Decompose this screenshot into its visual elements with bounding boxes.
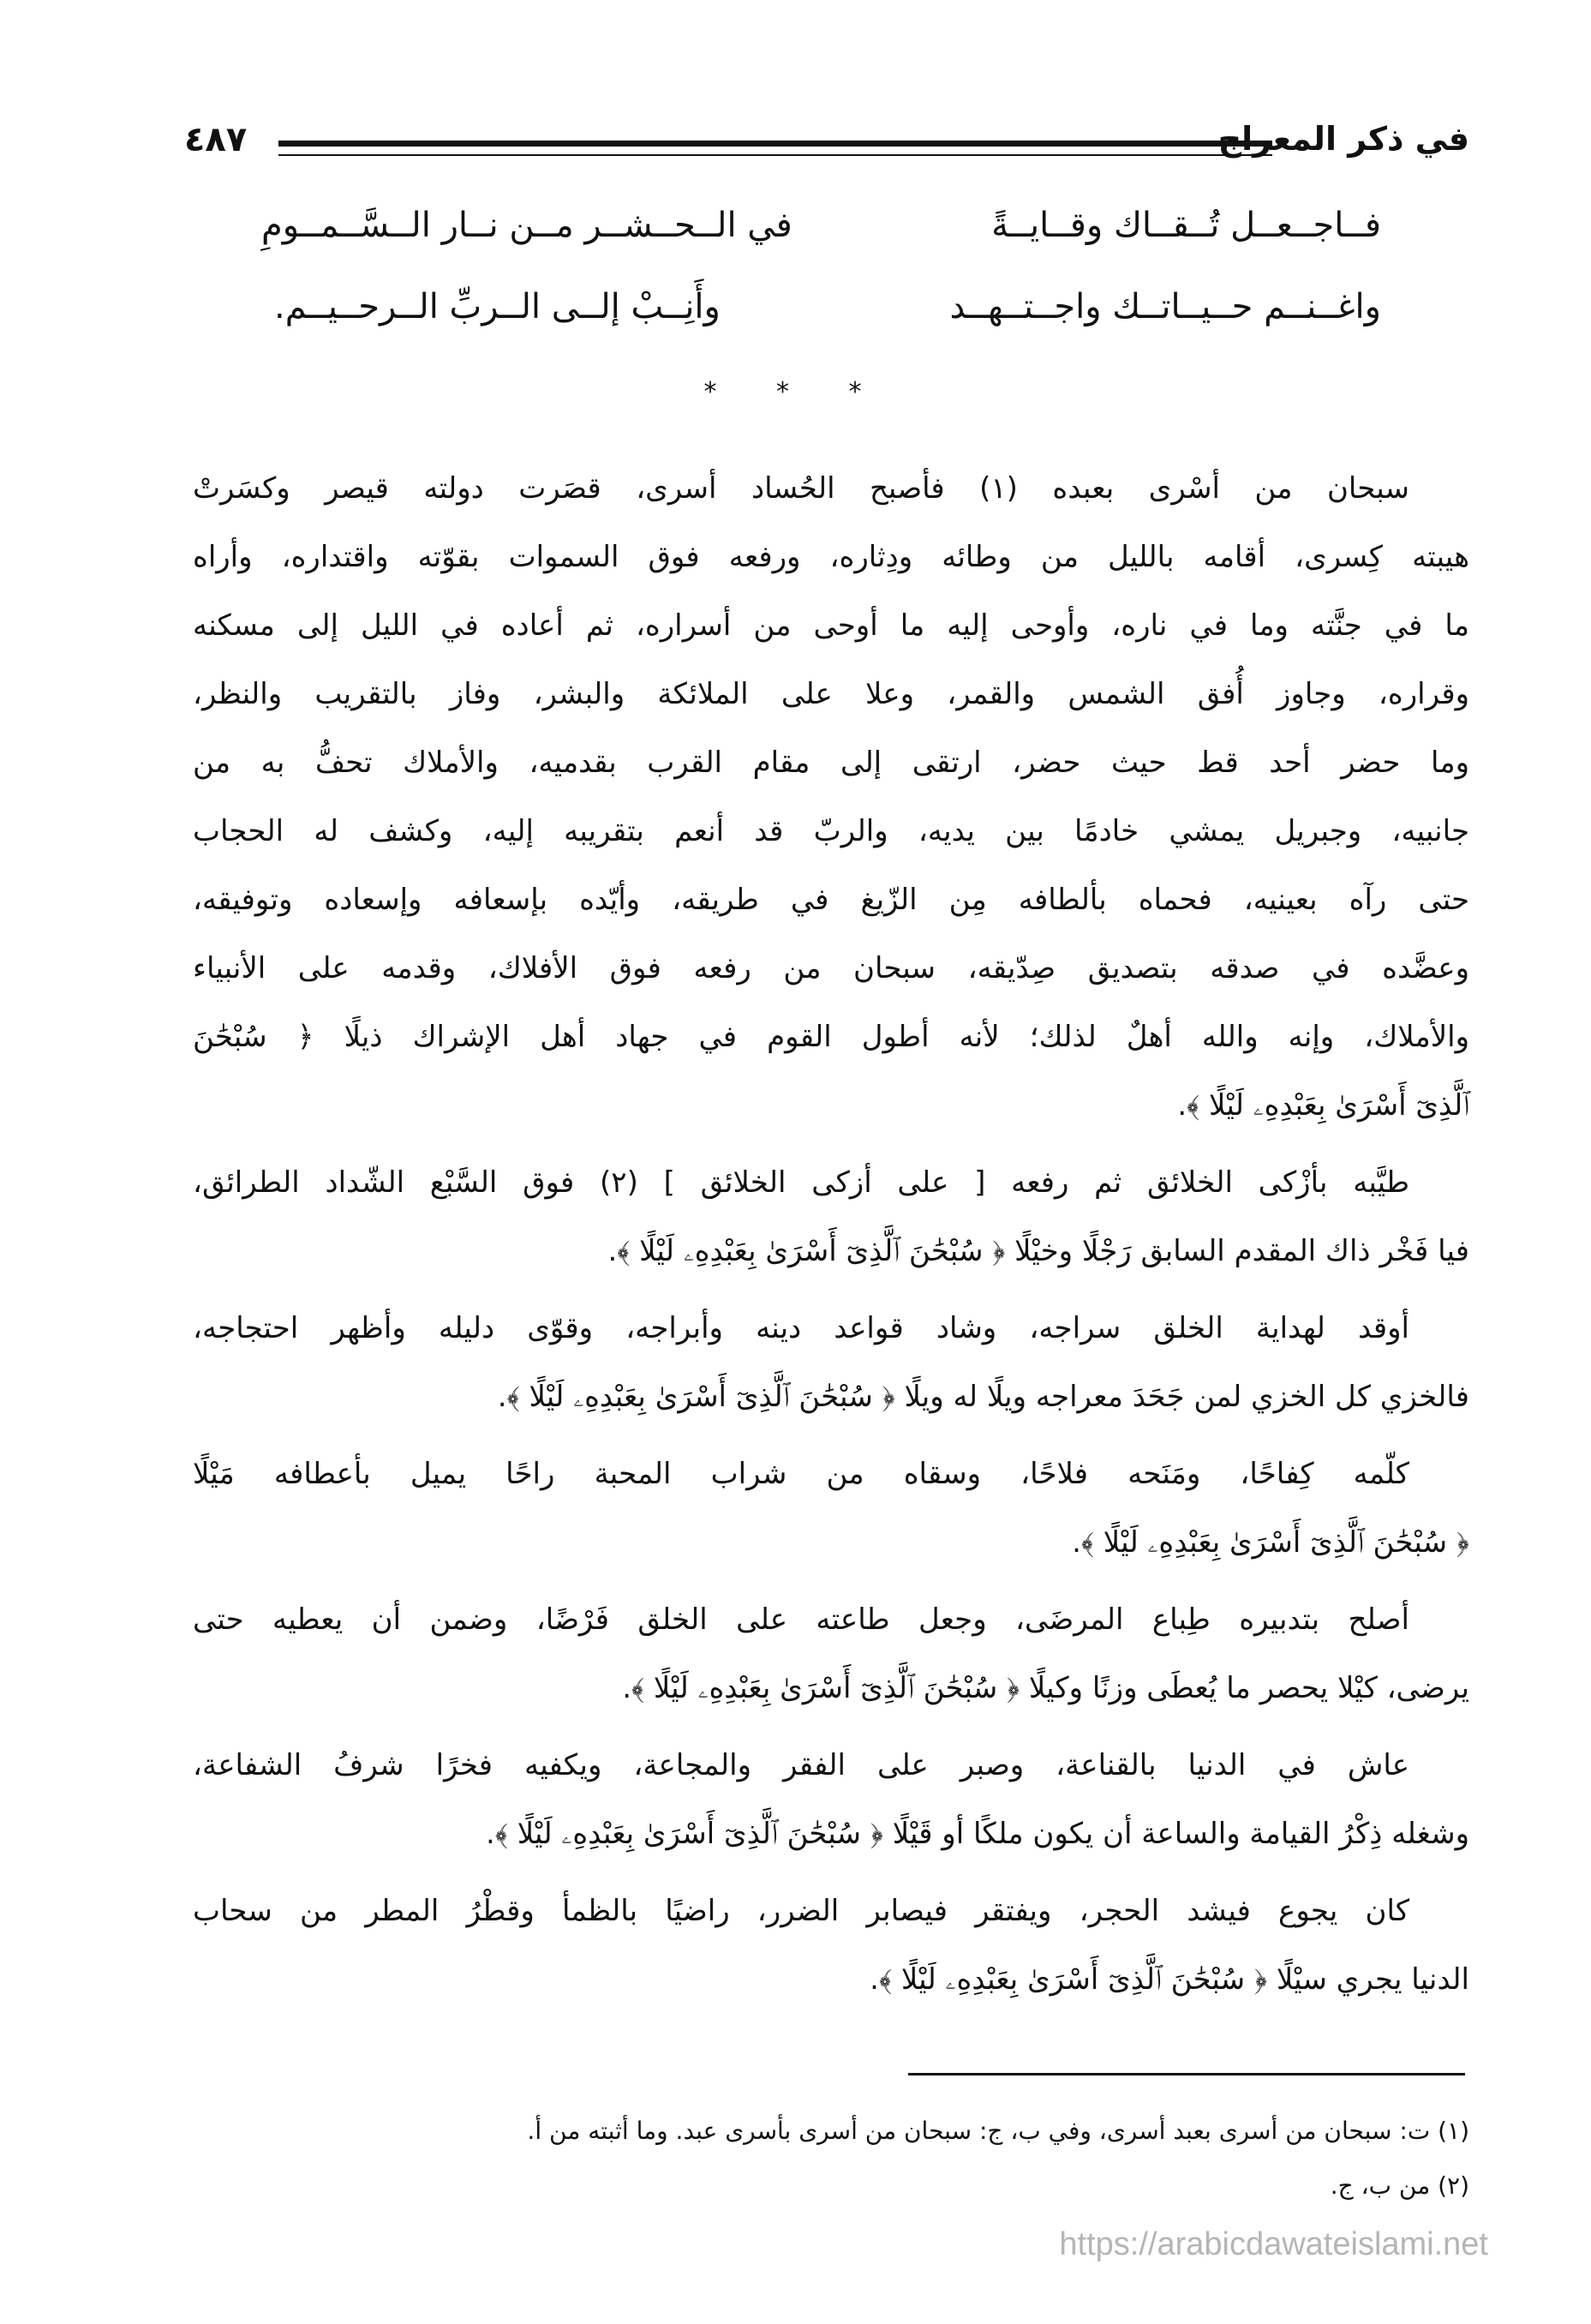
header-rule bbox=[278, 141, 1272, 153]
poem-line-2-first-hemistich: واغــنــم حــيــاتــك واجــتــهــد bbox=[949, 287, 1381, 326]
paragraph bbox=[193, 1731, 1469, 1868]
text-line: كلّمه كِفاحًا، ومَنَحه فلاحًا، وسقاه من شراب المحبة راحًا يميل بأعطافه مَيْلًا bbox=[193, 1457, 1409, 1491]
watermark: https://arabicdawateislami.net bbox=[1059, 2226, 1488, 2262]
text-line: فيا فَخْر ذاك المقدم السابق رَجْلًا وخيْلًا ﴿ سُبْحَٰنَ ٱلَّذِىٓ أَسْرَىٰ بِعَبْدِهِۦ لَيْلًا ﴾. bbox=[607, 1234, 1469, 1268]
text-line: كان يجوع فيشد الحجر، ويفتقر فيصابر الضرر، راضيًا بالظمأ وقطْرُ المطر من سحاب bbox=[193, 1894, 1409, 1928]
header-rule-thin bbox=[278, 154, 1272, 156]
text-line: وما حضر أحد قط حيث حضر، ارتقى إلى مقام القرب بقدميه، والأملاك تحفُّ به من bbox=[193, 746, 1469, 780]
text-line: وعضَّده في صدقه بتصديق صِدّيقه، سبحان من رفعه فوق الأفلاك، وقدمه على الأنبياء bbox=[193, 951, 1469, 985]
text-line: والأملاك، وإنه والله أهلٌ لذلك؛ لأنه أطول القوم في جهاد أهل الإشراك ذيلًا ﴿ سُبْحَٰنَ bbox=[193, 1020, 1469, 1054]
text-line: ٱلَّذِىٓ أَسْرَىٰ بِعَبْدِهِۦ لَيْلًا ﴾. bbox=[1177, 1088, 1469, 1123]
paragraph bbox=[193, 1877, 1469, 2014]
footnotes bbox=[193, 2104, 1469, 2213]
paragraph bbox=[193, 1585, 1469, 1722]
text-line: طيَّبه بأزْكى الخلائق ثم رفعه [ على أزكى الخلائق ] (٢) فوق السَّبْع الشّداد الطرائق، bbox=[193, 1165, 1409, 1200]
footnote-1: (١) ت: سبحان من أسرى بعبد أسرى، وفي ب، ج: سبحان من أسرى بأسرى عبد. وما أثبته من أ. bbox=[527, 2117, 1469, 2145]
text-line: ﴿ سُبْحَٰنَ ٱلَّذِىٓ أَسْرَىٰ بِعَبْدِهِۦ لَيْلًا ﴾. bbox=[1072, 1525, 1469, 1560]
text-line: أوقد لهداية الخلق سراجه، وشاد قواعد دينه وأبراجه، وقوّى دليله وأظهر احتجاجه، bbox=[193, 1311, 1409, 1345]
paragraph bbox=[193, 1440, 1469, 1577]
paragraph bbox=[193, 454, 1469, 1140]
poem-line-1-second-hemistich: في الــحــشــر مــن نــار الــسَّــمــومِ bbox=[261, 206, 793, 245]
main-text bbox=[193, 454, 1469, 2022]
page-number: ٤٨٧ bbox=[184, 120, 248, 159]
text-line: يرضى، كيْلا يحصر ما يُعطَى وزنًا وكيلًا ﴿ سُبْحَٰنَ ٱلَّذِىٓ أَسْرَىٰ بِعَبْدِهِۦ لَيْلًا ﴾. bbox=[622, 1671, 1469, 1705]
chapter-title: في ذكر المعراج bbox=[1217, 120, 1469, 158]
paragraph bbox=[193, 1148, 1469, 1285]
text-line: جانبيه، وجبريل يمشي خادمًا بين يديه، والربّ قد أنعم بتقريبه إليه، وكشف له الحجاب bbox=[193, 814, 1469, 848]
text-line: وشغله ذِكْرُ القيامة والساعة أن يكون ملكًا أو قَيْلًا ﴿ سُبْحَٰنَ ٱلَّذِىٓ أَسْرَىٰ بِعَبْدِهِۦ لَيْلًا ﴾. bbox=[486, 1817, 1469, 1851]
text-line: حتى رآه بعينيه، فحماه بألطافه مِن الزّيغ في طريقه، وأيّده بإسعافه وإسعاده وتوفيقه، bbox=[193, 883, 1469, 917]
footnote-rule bbox=[908, 2073, 1465, 2075]
footnote-2: (٢) من ب، ج. bbox=[1330, 2171, 1469, 2200]
poem-line-2-second-hemistich: وأَنِــبْ إلــى الــربِّ الــرحــيــم. bbox=[274, 287, 721, 326]
text-line: وقراره، وجاوز أُفق الشمس والقمر، وعلا على الملائكة والبشر، وفاز بالتقريب والنظر، bbox=[193, 677, 1469, 711]
text-line: فالخزي كل الخزي لمن جَحَدَ معراجه ويلًا له ويلًا ﴿ سُبْحَٰنَ ٱلَّذِىٓ أَسْرَىٰ بِعَبْدِهِۦ لَيْلًا ﴾. bbox=[497, 1380, 1469, 1414]
poem-line-1-first-hemistich: فــاجــعــل تُــقــاك وقــايــةً bbox=[991, 206, 1381, 245]
text-line: سبحان من أسْرى بعبده (١) فأصبح الحُساد أسرى، قصَرت دولته قيصر وكسَرتْ bbox=[193, 471, 1409, 506]
text-line: ما في جنَّته وما في ناره، وأوحى إليه ما أوحى من أسراره، ثم أعاده في الليل إلى مسكنه bbox=[193, 608, 1469, 643]
text-line: أصلح بتدبيره طِباع المرضَى، وجعل طاعته على الخلق فَرْضًا، وضمن أن يعطيه حتى bbox=[193, 1602, 1409, 1637]
section-separator: * * * bbox=[703, 377, 888, 407]
running-header bbox=[184, 120, 1469, 180]
text-line: عاش في الدنيا بالقناعة، وصبر على الفقر والمجاعة، ويكفيه فخرًا شرفُ الشفاعة، bbox=[193, 1748, 1409, 1782]
paragraph bbox=[193, 1294, 1469, 1431]
text-line: الدنيا يجري سيْلًا ﴿ سُبْحَٰنَ ٱلَّذِىٓ أَسْرَىٰ بِعَبْدِهِۦ لَيْلًا ﴾. bbox=[870, 1962, 1469, 1997]
text-line: هيبته كِسرى، أقامه بالليل من وطائه ودِثاره، ورفعه فوق السموات بقوّته واقتداره، وأراه bbox=[193, 540, 1469, 574]
